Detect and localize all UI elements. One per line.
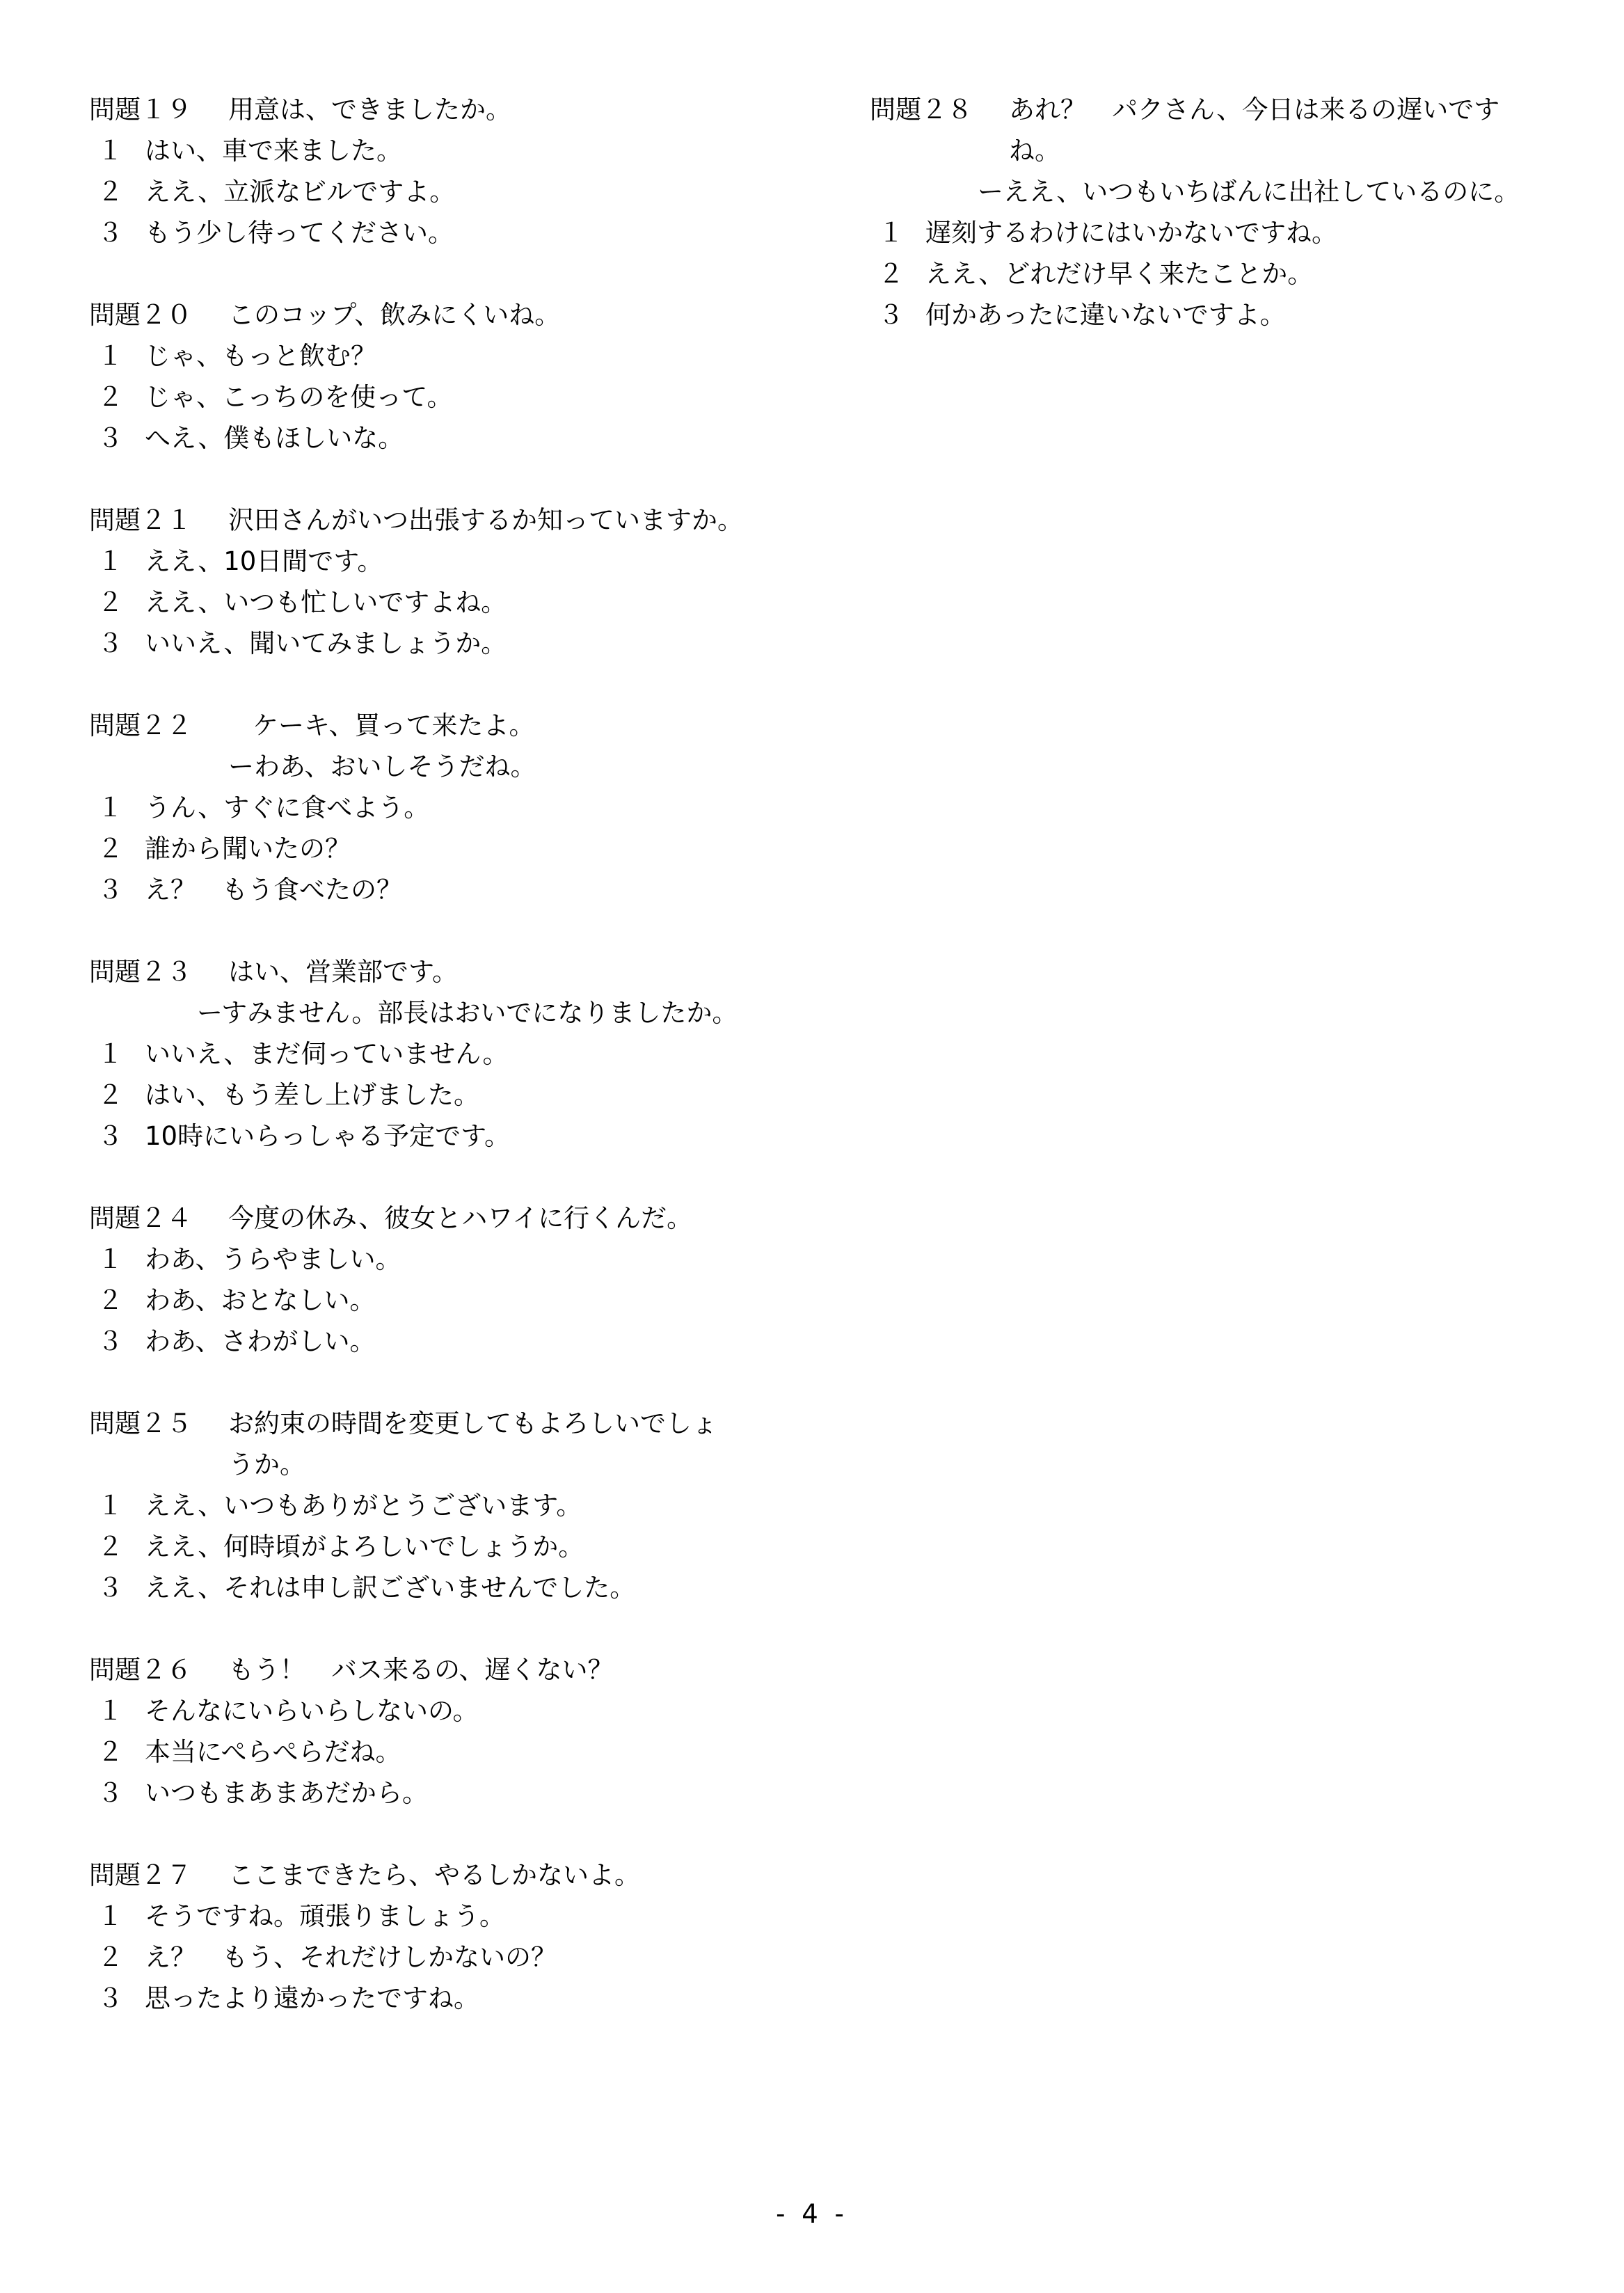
answer-option: [89, 1321, 827, 1362]
question-reply: ーわあ、おいしそうだね。: [228, 752, 536, 781]
question-block: [89, 500, 827, 664]
option-text: じゃ、もっと飲む？: [145, 341, 376, 371]
question-block: [89, 1855, 827, 2019]
option-number: ３: [878, 300, 904, 330]
option-text: へえ、僕もほしいな。: [145, 423, 404, 453]
spacer: [89, 253, 827, 294]
reply-line: [870, 171, 1607, 212]
spacer: [89, 1608, 827, 1649]
question-line: [89, 89, 827, 130]
question-block: [89, 1649, 827, 1814]
question-block: [89, 951, 827, 1157]
answer-option: [89, 1280, 827, 1321]
option-number: ３: [97, 1983, 123, 2013]
answer-option: [89, 1937, 827, 1978]
option-text: 誰から聞いたの？: [145, 834, 351, 864]
answer-option: [89, 1485, 827, 1526]
option-number: １: [97, 546, 123, 576]
answer-option: [89, 1690, 827, 1731]
answer-option: [89, 418, 827, 459]
reply-line: [89, 992, 827, 1033]
option-number: ２: [97, 1532, 123, 1562]
option-text: そんなにいらいらしないの。: [145, 1696, 479, 1726]
option-number: ３: [97, 1121, 123, 1151]
reply-line: [89, 746, 827, 787]
option-number: ３: [97, 875, 123, 905]
option-text: いつもまあまあだから。: [145, 1778, 428, 1808]
question-line: [89, 1198, 827, 1239]
option-number: １: [97, 136, 123, 166]
question-line: [89, 705, 827, 746]
option-number: ３: [97, 423, 123, 453]
question-prompt: あれ？ パクさん、今日は来るの遅いです: [1009, 95, 1500, 125]
answer-option: [89, 1074, 827, 1116]
question-number: 問題２２: [89, 711, 192, 740]
page-number: - 4 -: [776, 2199, 848, 2229]
question-line: [89, 1649, 827, 1690]
answer-option: [870, 212, 1607, 253]
option-text: 遅刻するわけにはいかないですね。: [925, 218, 1337, 248]
question-number: 問題２６: [89, 1655, 192, 1685]
spacer: [89, 459, 827, 500]
answer-option: [89, 582, 827, 623]
question-block: [870, 89, 1607, 335]
option-number: １: [97, 1901, 123, 1931]
question-line: [89, 294, 827, 335]
spacer: [89, 664, 827, 705]
question-prompt: ね。: [1009, 136, 1060, 166]
option-number: ２: [97, 587, 123, 617]
option-number: １: [97, 1696, 123, 1726]
option-number: ２: [97, 382, 123, 412]
answer-option: [89, 212, 827, 253]
answer-option: [89, 171, 827, 212]
answer-option: [89, 787, 827, 828]
option-number: ２: [97, 1080, 123, 1110]
option-text: ええ、10日間です。: [145, 546, 383, 576]
question-prompt: うか。: [228, 1450, 305, 1479]
answer-option: [89, 1567, 827, 1608]
option-number: ３: [97, 1573, 123, 1603]
option-text: はい、車で来ました。: [145, 136, 402, 166]
option-text: ええ、いつも忙しいですよね。: [145, 587, 507, 617]
option-number: １: [97, 1039, 123, 1069]
right-column: [870, 89, 1607, 335]
answer-option: [870, 253, 1607, 294]
question-number: 問題２３: [89, 957, 192, 987]
option-text: ええ、立派なビルですよ。: [145, 177, 456, 207]
question-number: 問題２１: [89, 505, 192, 535]
option-text: もう少し待ってください。: [145, 218, 454, 248]
answer-option: [89, 376, 827, 418]
question-line: [89, 951, 827, 992]
answer-option: [870, 294, 1607, 335]
spacer: [89, 1157, 827, 1198]
question-reply: ーええ、いつもいちばんに出社しているのに。: [978, 177, 1520, 207]
option-text: わあ、うらやましい。: [145, 1244, 401, 1274]
question-prompt: もう！ バス来るの、遅くない？: [228, 1655, 614, 1685]
question-prompt: お約束の時間を変更してもよろしいでしょ: [228, 1409, 717, 1438]
question-prompt: ケーキ、買って来たよ。: [253, 711, 535, 740]
left-column: [89, 89, 827, 2019]
option-text: 何かあったに違いないですよ。: [925, 300, 1286, 330]
option-number: ３: [97, 218, 123, 248]
option-number: ３: [97, 1326, 123, 1356]
spacer: [89, 1814, 827, 1855]
question-line: [870, 130, 1607, 171]
option-number: １: [97, 341, 123, 371]
question-line: [89, 1403, 827, 1444]
question-block: [89, 294, 827, 459]
question-block: [89, 1198, 827, 1362]
option-text: うん、すぐに食べよう。: [145, 793, 430, 823]
answer-option: [89, 1116, 827, 1157]
answer-option: [89, 1526, 827, 1567]
answer-option: [89, 1978, 827, 2019]
question-block: [89, 89, 827, 253]
question-number: 問題２５: [89, 1409, 192, 1438]
question-line: [870, 89, 1607, 130]
question-prompt: はい、営業部です。: [228, 957, 459, 987]
question-number: 問題２８: [870, 95, 973, 125]
answer-option: [89, 828, 827, 869]
question-number: 問題２０: [89, 300, 192, 330]
question-block: [89, 705, 827, 910]
answer-option: [89, 541, 827, 582]
option-text: ええ、何時頃がよろしいでしょうか。: [145, 1532, 584, 1562]
question-line: [89, 500, 827, 541]
spacer: [89, 910, 827, 951]
option-text: 本当にぺらぺらだね。: [145, 1737, 401, 1767]
question-number: 問題２４: [89, 1203, 192, 1233]
option-number: ２: [97, 1942, 123, 1972]
answer-option: [89, 1896, 827, 1937]
option-text: ええ、それは申し訳ございませんでした。: [145, 1573, 636, 1603]
option-number: ２: [878, 259, 904, 289]
question-reply: ーすみません。部長はおいでになりましたか。: [197, 998, 738, 1028]
question-line: [89, 1855, 827, 1896]
question-number: 問題２７: [89, 1860, 192, 1890]
option-number: ３: [97, 1778, 123, 1808]
question-prompt: 用意は、できましたか。: [228, 95, 511, 125]
answer-option: [89, 1033, 827, 1074]
question-prompt: 沢田さんがいつ出張するか知っていますか。: [228, 505, 743, 535]
option-number: ２: [97, 1285, 123, 1315]
option-number: ３: [97, 628, 123, 658]
option-text: え？ もう食べたの？: [145, 875, 402, 905]
question-prompt: ここまできたら、やるしかないよ。: [228, 1860, 640, 1890]
option-text: ええ、どれだけ早く来たことか。: [925, 259, 1314, 289]
option-number: ２: [97, 177, 123, 207]
option-number: １: [878, 218, 904, 248]
spacer: [89, 1362, 827, 1403]
option-text: 10時にいらっしゃる予定です。: [145, 1121, 511, 1151]
answer-option: [89, 130, 827, 171]
option-text: ええ、いつもありがとうございます。: [145, 1491, 582, 1521]
option-number: ２: [97, 834, 123, 864]
option-text: じゃ、こっちのを使って。: [145, 382, 453, 412]
answer-option: [89, 1772, 827, 1814]
question-prompt: このコップ、飲みにくいね。: [228, 300, 561, 330]
answer-option: [89, 869, 827, 910]
answer-option: [89, 1239, 827, 1280]
option-number: ２: [97, 1737, 123, 1767]
question-block: [89, 1403, 827, 1608]
option-text: そうですね。頑張りましょう。: [145, 1901, 505, 1931]
option-number: １: [97, 793, 123, 823]
option-number: １: [97, 1244, 123, 1274]
question-prompt: 今度の休み、彼女とハワイに行くんだ。: [228, 1203, 693, 1233]
option-text: わあ、さわがしい。: [145, 1326, 376, 1356]
answer-option: [89, 335, 827, 376]
option-number: １: [97, 1491, 123, 1521]
option-text: いいえ、まだ伺っていません。: [145, 1039, 509, 1069]
answer-option: [89, 1731, 827, 1772]
option-text: わあ、おとなしい。: [145, 1285, 376, 1315]
answer-option: [89, 623, 827, 664]
option-text: はい、もう差し上げました。: [145, 1080, 479, 1110]
option-text: いいえ、聞いてみましょうか。: [145, 628, 507, 658]
question-number: 問題１９: [89, 95, 192, 125]
option-text: 思ったより遠かったですね。: [145, 1983, 479, 2013]
question-line: [89, 1444, 827, 1485]
option-text: え？ もう、それだけしかないの？: [145, 1942, 557, 1972]
